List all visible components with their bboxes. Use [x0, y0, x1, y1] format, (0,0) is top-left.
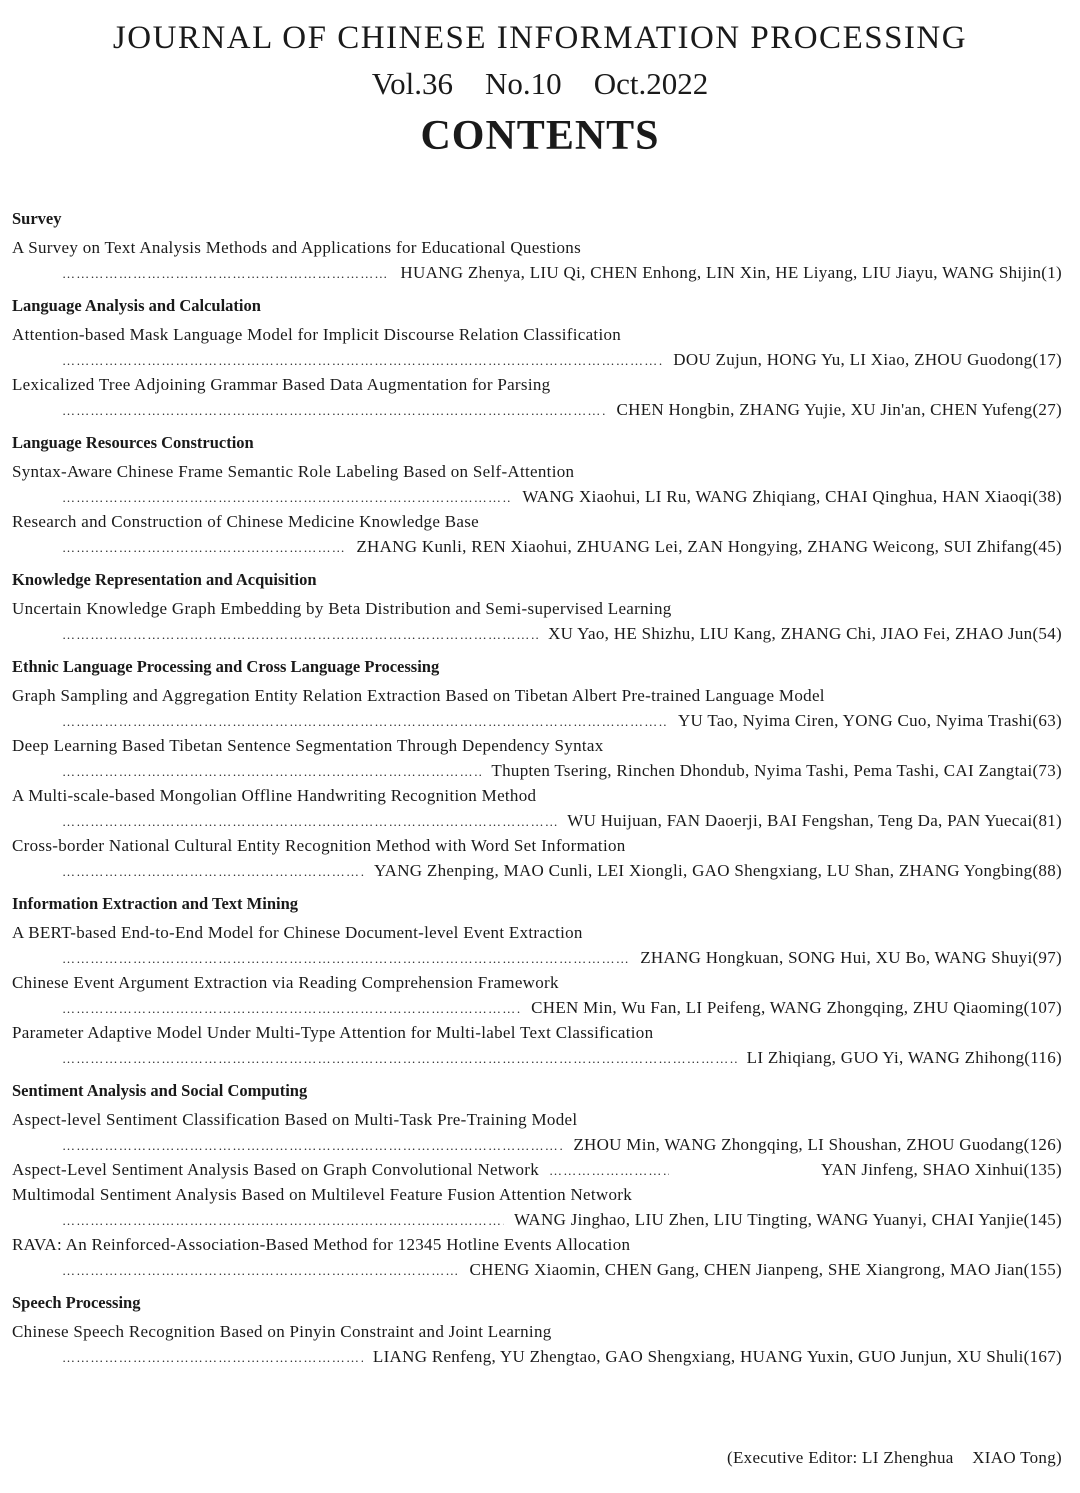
issue-number: No.10: [485, 66, 562, 101]
dot-leader: [62, 398, 607, 423]
entry-authors: WANG Jinghao, LIU Zhen, LIU Tingting, WANG Yuanyi, CHAI Yanjie(145): [513, 1210, 1062, 1229]
section-title: Speech Processing: [12, 1293, 141, 1312]
toc-entry[interactable]: [12, 322, 1062, 372]
entry-title: A Survey on Text Analysis Methods and Applications for Educational Questions: [12, 238, 582, 257]
section-title: Information Extraction and Text Mining: [12, 894, 299, 913]
entry-author-line: [12, 1257, 1062, 1282]
entry-authors: LI Zhiqiang, GUO Yi, WANG Zhihong(116): [746, 1048, 1062, 1067]
dot-leader: [62, 261, 390, 286]
entry-authors: HUANG Zhenya, LIU Qi, CHEN Enhong, LIN Xin, HE Liyang, LIU Jiayu, WANG Shijin(1): [400, 263, 1062, 282]
dot-leader: [62, 996, 521, 1021]
dot-leader: [62, 485, 512, 510]
entry-author-line: [12, 1344, 1062, 1369]
entry-title: Chinese Event Argument Extraction via Reading Comprehension Framework: [12, 973, 559, 992]
entry-title: A BERT-based End-to-End Model for Chinese Document-level Event Extraction: [12, 923, 583, 942]
toc-section: [12, 563, 1062, 646]
toc-section: [12, 887, 1062, 1070]
entry-title: RAVA: An Reinforced-Association-Based Method for 12345 Hotline Events Allocation: [12, 1235, 631, 1254]
toc-entry[interactable]: [12, 683, 1062, 733]
dot-leader: [62, 535, 346, 560]
section-title: Language Resources Construction: [12, 433, 254, 452]
table-of-contents: [12, 198, 1062, 1369]
entry-title: Chinese Speech Recognition Based on Pinyin Constraint and Joint Learning: [12, 1322, 552, 1341]
toc-entry[interactable]: [12, 509, 1062, 559]
dot-leader: [62, 348, 663, 373]
entry-title: Syntax-Aware Chinese Frame Semantic Role Labeling Based on Self-Attention: [12, 462, 575, 481]
dot-leader: [549, 1158, 669, 1183]
dot-leader: [62, 1208, 504, 1233]
entry-author-line: [12, 808, 1062, 833]
entry-author-line: [12, 995, 1062, 1020]
entry-author-line: [12, 1045, 1062, 1070]
entry-title: Lexicalized Tree Adjoining Grammar Based Data Augmentation for Parsing: [12, 375, 551, 394]
issue-date: Oct.2022: [593, 66, 709, 101]
section-title: Sentiment Analysis and Social Computing: [12, 1081, 308, 1100]
toc-entry[interactable]: [12, 1182, 1062, 1232]
toc-entry[interactable]: [12, 1157, 1062, 1182]
volume: Vol.36: [371, 66, 454, 101]
entry-title: Graph Sampling and Aggregation Entity Relation Extraction Based on Tibetan Albert Pre-trained Language Model: [12, 686, 825, 705]
dot-leader: [62, 809, 557, 834]
entry-author-line: [12, 1207, 1062, 1232]
entry-author-line: [12, 621, 1062, 646]
entry-author-line: [12, 1132, 1062, 1157]
entry-author-line: [12, 347, 1062, 372]
entry-author-line: [12, 397, 1062, 422]
entry-authors: LIANG Renfeng, YU Zhengtao, GAO Shengxiang, HUANG Yuxin, GUO Junjun, XU Shuli(167): [372, 1347, 1062, 1366]
toc-entry[interactable]: [12, 459, 1062, 509]
entry-author-line: [12, 708, 1062, 733]
dot-leader: [62, 1258, 460, 1283]
toc-entry[interactable]: [12, 833, 1062, 883]
entry-authors: ZHOU Min, WANG Zhongqing, LI Shoushan, ZHOU Guodang(126): [573, 1135, 1062, 1154]
toc-section: [12, 426, 1062, 559]
dot-leader: [62, 1345, 363, 1370]
entry-authors: YANG Zhenping, MAO Cunli, LEI Xiongli, GAO Shengxiang, LU Shan, ZHANG Yongbing(88): [373, 861, 1062, 880]
entry-authors: CHEN Min, Wu Fan, LI Peifeng, WANG Zhongqing, ZHU Qiaoming(107): [531, 998, 1062, 1017]
entry-title: Multimodal Sentiment Analysis Based on Multilevel Feature Fusion Attention Network: [12, 1185, 633, 1204]
section-title: Knowledge Representation and Acquisition: [12, 570, 317, 589]
dot-leader: [62, 709, 668, 734]
executive-editor: [727, 1444, 1062, 1472]
entry-authors: CHENG Xiaomin, CHEN Gang, CHEN Jianpeng, SHE Xiangrong, MAO Jian(155): [469, 1260, 1062, 1279]
entry-authors: WANG Xiaohui, LI Ru, WANG Zhiqiang, CHAI Qinghua, HAN Xiaoqi(38): [522, 487, 1062, 506]
entry-author-line: [12, 758, 1062, 783]
section-title: Language Analysis and Calculation: [12, 296, 261, 315]
entry-author-line: [12, 858, 1062, 883]
toc-entry[interactable]: [12, 783, 1062, 833]
dot-leader: [62, 946, 630, 971]
journal-title: JOURNAL OF CHINESE INFORMATION PROCESSING: [112, 20, 968, 56]
toc-entry[interactable]: [12, 1232, 1062, 1282]
dot-leader: [62, 1046, 737, 1071]
toc-section: [12, 202, 1062, 285]
toc-entry[interactable]: [12, 1020, 1062, 1070]
toc-section: [12, 289, 1062, 422]
toc-entry[interactable]: [12, 733, 1062, 783]
toc-entry[interactable]: [12, 970, 1062, 1020]
dot-leader: [62, 759, 481, 784]
toc-entry[interactable]: [12, 1107, 1062, 1157]
contents-heading: CONTENTS: [420, 113, 660, 159]
entry-authors: YAN Jinfeng, SHAO Xinhui(135): [820, 1160, 1062, 1179]
toc-entry[interactable]: [12, 372, 1062, 422]
toc-section: [12, 650, 1062, 883]
entry-title: Deep Learning Based Tibetan Sentence Segmentation Through Dependency Syntax: [12, 736, 604, 755]
entry-authors: YU Tao, Nyima Ciren, YONG Cuo, Nyima Trashi(63): [677, 711, 1062, 730]
entry-row: [12, 1157, 1062, 1182]
section-title: Survey: [12, 209, 62, 228]
entry-author-line: [12, 484, 1062, 509]
issue-line: [0, 64, 1080, 104]
dot-leader: [62, 859, 364, 884]
entry-author-line: [12, 534, 1062, 559]
entry-author-line: [12, 945, 1062, 970]
toc-entry[interactable]: [12, 1319, 1062, 1369]
entry-title: Aspect-level Sentiment Classification Based on Multi-Task Pre-Training Model: [12, 1110, 578, 1129]
entry-authors: WU Huijuan, FAN Daoerji, BAI Fengshan, Teng Da, PAN Yuecai(81): [567, 811, 1062, 830]
entry-authors: ZHANG Kunli, REN Xiaohui, ZHUANG Lei, ZAN Hongying, ZHANG Weicong, SUI Zhifang(45): [356, 537, 1062, 556]
entry-authors: ZHANG Hongkuan, SONG Hui, XU Bo, WANG Shuyi(97): [640, 948, 1062, 967]
entry-authors: Thupten Tsering, Rinchen Dhondub, Nyima Tashi, Pema Tashi, CAI Zangtai(73): [491, 761, 1062, 780]
toc-section: [12, 1286, 1062, 1369]
entry-title: Uncertain Knowledge Graph Embedding by Beta Distribution and Semi-supervised Learning: [12, 599, 672, 618]
entry-title: Parameter Adaptive Model Under Multi-Type Attention for Multi-label Text Classification: [12, 1023, 654, 1042]
entry-title: Attention-based Mask Language Model for Implicit Discourse Relation Classification: [12, 325, 622, 344]
entry-title: Aspect-Level Sentiment Analysis Based on Graph Convolutional Network: [12, 1160, 540, 1179]
editor-label: (Executive Editor: LI Zhenghua: [727, 1448, 954, 1467]
entry-authors: XU Yao, HE Shizhu, LIU Kang, ZHANG Chi, JIAO Fei, ZHAO Jun(54): [548, 624, 1062, 643]
entry-authors: DOU Zujun, HONG Yu, LI Xiao, ZHOU Guodong(17): [673, 350, 1062, 369]
entry-authors: CHEN Hongbin, ZHANG Yujie, XU Jin'an, CHEN Yufeng(27): [616, 400, 1062, 419]
toc-entry[interactable]: [12, 920, 1062, 970]
entry-author-line: [12, 260, 1062, 285]
dot-leader: [62, 1133, 563, 1158]
entry-title: Cross-border National Cultural Entity Recognition Method with Word Set Information: [12, 836, 626, 855]
dot-leader: [62, 622, 538, 647]
toc-entry[interactable]: [12, 596, 1062, 646]
entry-title: Research and Construction of Chinese Medicine Knowledge Base: [12, 512, 479, 531]
toc-section: [12, 1074, 1062, 1282]
editor-second: XIAO Tong): [972, 1448, 1062, 1467]
section-title: Ethnic Language Processing and Cross Language Processing: [12, 657, 440, 676]
toc-entry[interactable]: [12, 235, 1062, 285]
entry-title: A Multi-scale-based Mongolian Offline Handwriting Recognition Method: [12, 786, 537, 805]
